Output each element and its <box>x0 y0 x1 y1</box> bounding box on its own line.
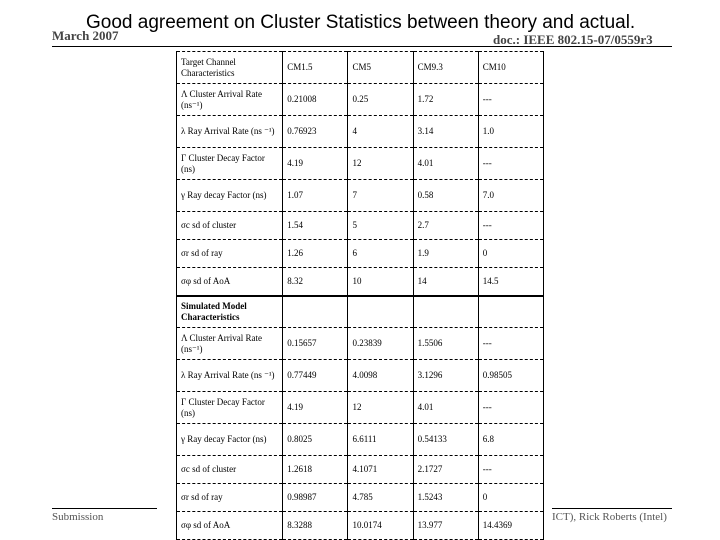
row-value: 6 <box>348 240 413 268</box>
empty-cell <box>413 296 478 328</box>
row-value: 2.7 <box>413 212 478 240</box>
row-value: --- <box>478 212 543 240</box>
row-value: 10 <box>348 268 413 297</box>
row-value: 13.977 <box>413 512 478 540</box>
table-row <box>177 512 544 540</box>
row-value: 8.32 <box>283 268 348 297</box>
row-value: 0.8025 <box>283 424 348 456</box>
row-value: 0.15657 <box>283 328 348 360</box>
row-value: 0 <box>478 484 543 512</box>
row-label: γ Ray decay Factor (ns) <box>177 180 283 212</box>
row-value: 0.21008 <box>283 84 348 116</box>
row-value: 3.1296 <box>413 360 478 392</box>
row-value: 1.07 <box>283 180 348 212</box>
row-label: γ Ray decay Factor (ns) <box>177 424 283 456</box>
table-row <box>177 328 544 360</box>
row-value: 0.98987 <box>283 484 348 512</box>
row-value: 6.6111 <box>348 424 413 456</box>
row-value: 12 <box>348 392 413 424</box>
table-row <box>177 456 544 484</box>
row-value: 1.5243 <box>413 484 478 512</box>
row-value: 7 <box>348 180 413 212</box>
row-value: 6.8 <box>478 424 543 456</box>
row-value: 4.19 <box>283 148 348 180</box>
row-label: λ Ray Arrival Rate (ns ⁻¹) <box>177 360 283 392</box>
table-row <box>177 240 544 268</box>
column-header: CM1.5 <box>283 52 348 84</box>
row-value: --- <box>478 328 543 360</box>
row-value: 10.0174 <box>348 512 413 540</box>
table-row <box>177 360 544 392</box>
empty-cell <box>283 296 348 328</box>
row-value: 14.5 <box>478 268 543 297</box>
footer-rule-left <box>52 508 157 509</box>
row-value: 4.0098 <box>348 360 413 392</box>
row-value: 0.76923 <box>283 116 348 148</box>
table-body <box>177 52 544 540</box>
row-label: σφ sd of AoA <box>177 512 283 540</box>
row-value: 1.9 <box>413 240 478 268</box>
table-row <box>177 212 544 240</box>
row-value: --- <box>478 148 543 180</box>
table-row <box>177 268 544 297</box>
row-value: 4 <box>348 116 413 148</box>
footer-submission: Submission <box>52 511 104 523</box>
row-value: --- <box>478 392 543 424</box>
header-date: March 2007 <box>52 28 119 43</box>
row-value: 0.58 <box>413 180 478 212</box>
row-value: 1.26 <box>283 240 348 268</box>
row-label: Λ Cluster Arrival Rate (ns⁻¹) <box>177 84 283 116</box>
section-label: Simulated Model Characteristics <box>177 296 283 328</box>
row-label: σc sd of cluster <box>177 212 283 240</box>
row-value: 0.77449 <box>283 360 348 392</box>
row-label: λ Ray Arrival Rate (ns ⁻¹) <box>177 116 283 148</box>
table-row <box>177 484 544 512</box>
row-value: 3.14 <box>413 116 478 148</box>
row-value: 1.54 <box>283 212 348 240</box>
row-label: Γ Cluster Decay Factor (ns) <box>177 148 283 180</box>
column-header: CM5 <box>348 52 413 84</box>
row-label: Λ Cluster Arrival Rate (ns⁻¹) <box>177 328 283 360</box>
row-value: 4.01 <box>413 392 478 424</box>
row-label: σr sd of ray <box>177 484 283 512</box>
table-row <box>177 180 544 212</box>
row-value: 14 <box>413 268 478 297</box>
row-value: 8.3288 <box>283 512 348 540</box>
table-row <box>177 148 544 180</box>
table-row <box>177 424 544 456</box>
row-value: 14.4369 <box>478 512 543 540</box>
header-rule <box>52 46 672 47</box>
cluster-statistics-table <box>176 51 544 540</box>
slide-title: Good agreement on Cluster Statistics between theory and actual. <box>86 12 636 33</box>
row-value: 4.785 <box>348 484 413 512</box>
row-label: σc sd of cluster <box>177 456 283 484</box>
footer-authors: ICT), Rick Roberts (Intel) <box>552 511 667 523</box>
table-row <box>177 392 544 424</box>
table-row <box>177 116 544 148</box>
row-label: σφ sd of AoA <box>177 268 283 297</box>
empty-cell <box>478 296 543 328</box>
row-value: 7.0 <box>478 180 543 212</box>
row-value: 0.23839 <box>348 328 413 360</box>
column-header: Target Channel Characteristics <box>177 52 283 84</box>
row-value: 1.72 <box>413 84 478 116</box>
row-value: 4.19 <box>283 392 348 424</box>
row-value: 2.1727 <box>413 456 478 484</box>
table-header-row <box>177 52 544 84</box>
empty-cell <box>348 296 413 328</box>
row-value: 4.01 <box>413 148 478 180</box>
table-row <box>177 84 544 116</box>
row-value: 12 <box>348 148 413 180</box>
section-row <box>177 296 544 328</box>
row-value: 5 <box>348 212 413 240</box>
row-value: --- <box>478 84 543 116</box>
row-value: 0.98505 <box>478 360 543 392</box>
footer-rule-right <box>552 508 672 509</box>
row-value: 1.2618 <box>283 456 348 484</box>
row-label: Γ Cluster Decay Factor (ns) <box>177 392 283 424</box>
row-value: --- <box>478 456 543 484</box>
row-value: 0.25 <box>348 84 413 116</box>
row-value: 1.0 <box>478 116 543 148</box>
column-header: CM9.3 <box>413 52 478 84</box>
row-value: 0.54133 <box>413 424 478 456</box>
header-doc-id: doc.: IEEE 802.15-07/0559r3 <box>493 32 653 47</box>
row-value: 0 <box>478 240 543 268</box>
row-value: 1.5506 <box>413 328 478 360</box>
row-value: 4.1071 <box>348 456 413 484</box>
row-label: σr sd of ray <box>177 240 283 268</box>
column-header: CM10 <box>478 52 543 84</box>
